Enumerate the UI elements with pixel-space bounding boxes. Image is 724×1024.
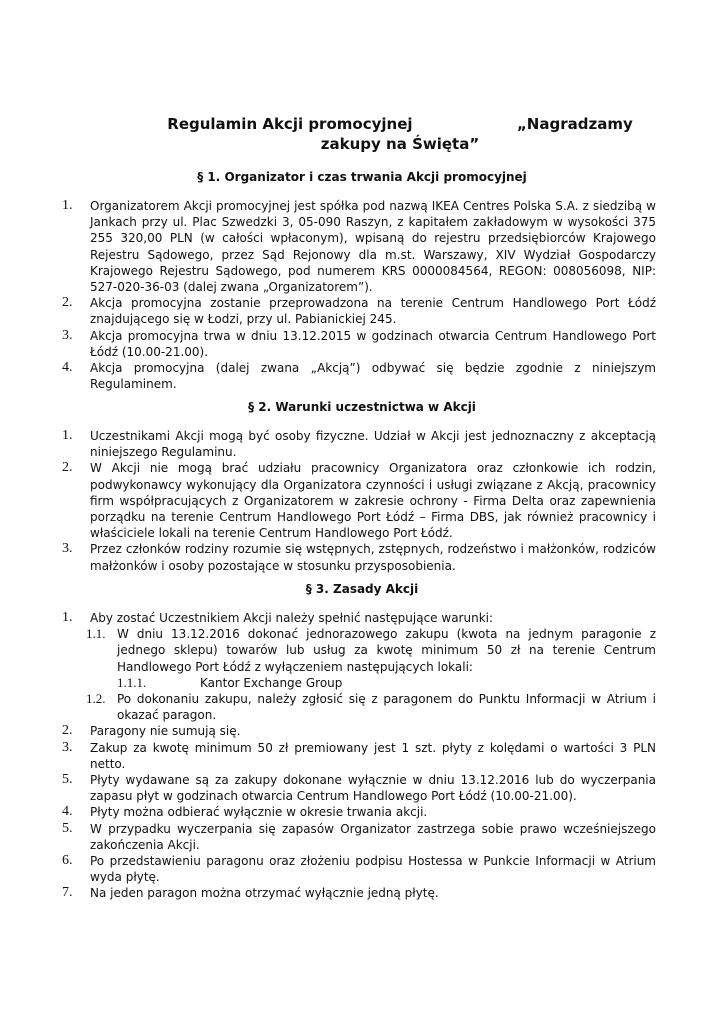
list-item: 3. Zakup za kwotę minimum 50 zł premiowany jest 1 szt. płyty z kolędami o wartości 3 PLN netto.	[62, 739, 656, 771]
list-item: 5. Płyty wydawane są za zakupy dokonane wyłącznie w dniu 13.12.2016 lub do wyczerpania zapasu płyt w godzinach otwarcia Centrum Handlowego Port Łódź (10.00-21.00).	[62, 772, 656, 804]
sub-sub-list-item: 1.1.1. Kantor Exchange Group	[117, 674, 343, 690]
list-item: 1. Aby zostać Uczestnikiem Akcji należy spełnić następujące warunki:	[62, 610, 494, 625]
list-item: 3. Akcja promocyjna trwa w dniu 13.12.2015 w godzinach otwarcia Centrum Handlowego Port Łódź (10.00-21.00).	[62, 327, 656, 359]
section-3-heading: § 3. Zasady Akcji	[305, 582, 419, 596]
document-title	[140, 114, 660, 154]
list-item: 2. W Akcji nie mogą brać udziału pracownicy Organizatora oraz członkowie ich rodzin, podwykonawcy wykonujący dla Organizatora czynności i usługi związane z Akcją, pracownicy firm współpracujących z Organizatorem w zakresie ochrony - Firma Delta oraz zapewnienia porządku na terenie Centrum Handlowego Port Łódź – Firma DBS, jak również pracownicy i właściciele lokali na terenie Centrum Handlowego Port Łódź.	[62, 460, 656, 541]
section-1-heading: § 1. Organizator i czas trwania Akcji promocyjnej	[197, 170, 527, 184]
title-line-1: Regulamin Akcji promocyjnej „Nagradzamy	[167, 115, 633, 133]
list-item: 7. Na jeden paragon można otrzymać wyłącznie jedną płytę.	[62, 885, 439, 901]
list-item: 1. Uczestnikami Akcji mogą być osoby fizyczne. Udział w Akcji jest jednoznaczny z akceptacją niniejszego Regulaminu.	[62, 428, 656, 460]
section-2-list	[62, 428, 656, 574]
section-1-list	[62, 198, 656, 392]
list-item: 2. Akcja promocyjna zostanie przeprowadzona na terenie Centrum Handlowego Port Łódź znajdującego się w Łodzi, przy ul. Pabianickiej 245.	[62, 295, 656, 327]
section-2-heading: § 2. Warunki uczestnictwa w Akcji	[248, 400, 476, 414]
title-line-2: zakupy na Święta”	[320, 135, 480, 153]
list-item: 4. Akcja promocyjna (dalej zwana „Akcją”) odbywać się będzie zgodnie z niniejszym Regulaminem.	[62, 360, 656, 392]
list-item: 6. Po przedstawieniu paragonu oraz złożeniu podpisu Hostessa w Punkcie Informacji w Atrium wyda płytę.	[62, 853, 656, 885]
sub-list-item: 1.2. Po dokonaniu zakupu, należy zgłosić się z paragonem do Punktu Informacji w Atrium i okazać paragon.	[86, 691, 656, 723]
sub-list-item: 1.1. W dniu 13.12.2016 dokonać jednorazowego zakupu (kwota na jednym paragonie z jednego sklepu) towarów lub usług za kwotę minimum 50 zł na terenie Centrum Handlowego Port Łódź z wyłączeniem następujących lokali:	[86, 626, 656, 674]
list-item: 2. Paragony nie sumują się.	[62, 723, 241, 739]
list-item: 4. Płyty można odbierać wyłącznie w okresie trwania akcji.	[62, 804, 428, 820]
section-3-list	[62, 610, 656, 902]
list-item: 5. W przypadku wyczerpania się zapasów Organizator zastrzega sobie prawo wcześniejszego zakończenia Akcji.	[62, 820, 656, 852]
list-item: 3. Przez członków rodziny rozumie się wstępnych, zstępnych, rodzeństwo i małżonków, rodziców małżonków i osoby pozostające w stosunku przysposobienia.	[62, 541, 656, 573]
list-item: 1. Organizatorem Akcji promocyjnej jest spółka pod nazwą IKEA Centres Polska S.A. z siedzibą w Jankach przy ul. Plac Szwedzki 3, 05-090 Raszyn, z kapitałem zakładowym w wysokości 375 255 320,00 PLN (w całości wpłaconym), wpisaną do rejestru przedsiębiorców Krajowego Rejestru Sądowego, przez Sąd Rejonowy dla m.st. Warszawy, XIV Wydział Gospodarczy Krajowego Rejestru Sądowego, pod numerem KRS 0000084564, REGON: 008056098, NIP: 527-020-36-03 (dalej zwana „Organizatorem”).	[62, 198, 656, 295]
